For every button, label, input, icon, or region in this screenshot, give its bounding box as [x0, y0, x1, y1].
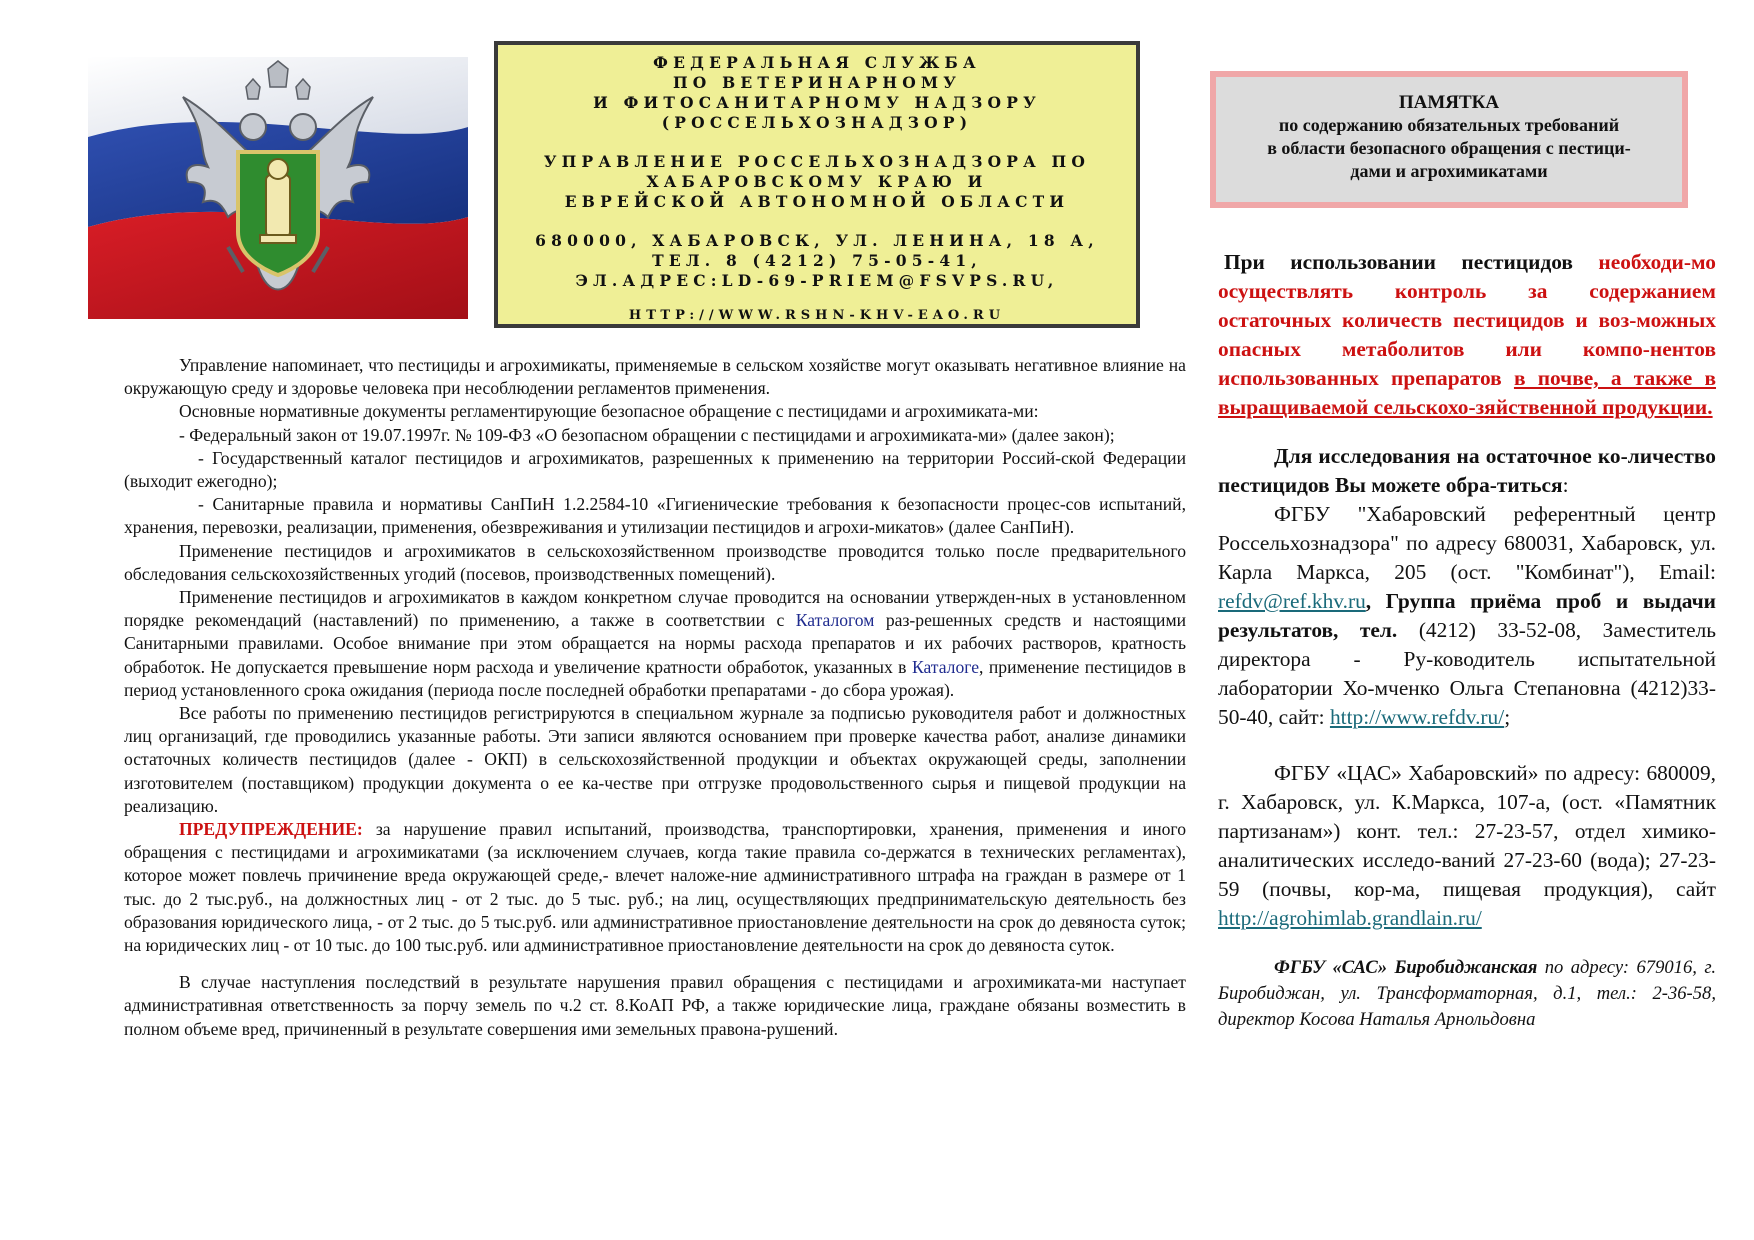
department-line: УПРАВЛЕНИЕ РОССЕЛЬХОЗНАДЗОРА ПО: [543, 152, 1091, 171]
text-span: по адресу: 679016, г. Биробиджан, ул. Трансформаторная, д.1, тел.: 2-36-58, директор Косова Наталья Арнольдовна: [1218, 957, 1716, 1030]
memo-subtitle-line: дами и агрохимикатами: [1350, 161, 1548, 181]
agency-name-line: ПО ВЕТЕРИНАРНОМУ: [672, 73, 962, 92]
warning-paragraph: [124, 818, 1186, 957]
website-link[interactable]: http://agrohimlab.grandlain.ru/: [1218, 906, 1482, 930]
agency-name-line: И ФИТОСАНИТАРНОМУ НАДЗОРУ: [593, 93, 1041, 112]
paragraph: Основные нормативные документы регламентирующие безопасное обращение с пестицидами и агрохимиката-ми:: [179, 401, 1039, 422]
paragraph: Применение пестицидов и агрохимикатов в сельскохозяйственном производстве проводится только после предварительного обследования сельскохозяйственных угодий (посевов, производственных помещений).: [124, 540, 1186, 584]
department-line: ЕВРЕЙСКОЙ АВТОНОМНОЙ ОБЛАСТИ: [564, 192, 1070, 211]
memo-title: ПАМЯТКА: [1398, 92, 1500, 113]
memo-box: [1210, 71, 1688, 208]
agency-name-line: (РОССЕЛЬХОЗНАДЗОР): [661, 113, 973, 132]
research-lead: [1218, 442, 1716, 500]
text-span: Для исследования на остаточное ко-личество пестицидов Вы можете обра-титься: [1218, 444, 1716, 497]
catalog-link[interactable]: Каталоге: [911, 656, 980, 677]
text-span: (4212) 33-52-08, Заместитель директора - Ру-ководитель испытательной лаборатории Хо-мченко Ольга Степановна (4212)33-50-40, сайт:: [1218, 618, 1717, 729]
email-link[interactable]: refdv@ref.khv.ru: [1218, 589, 1366, 613]
email-line: ЭЛ.АДРЕС:LD-69-PRIEM@FSVPS.RU,: [575, 271, 1059, 290]
text-span: При использовании пестицидов: [1224, 250, 1573, 274]
organization-khv-reference: [1218, 500, 1716, 732]
text-span: , применение пестицидов в период установленного срока ожидания (периода после последней обработки препаратами - до сбора урожая).: [124, 656, 1186, 700]
paragraph: Все работы по применению пестицидов регистрируются в специальном журнале за подписью руководителя работ и должностных лиц организаций, где проводились указанные работы. Эти записи являются основанием при проверке качества работ, анализе динамики остаточных количеств пестицидов (далее - ОКП) в сельскохозяйственной продукции и объектах окружающей среды, заполнении изготовителем (поставщиком) продукции документа о ее ка-честве при отгрузке продовольственного сырья и пищевой продукции на реализацию.: [124, 703, 1186, 816]
organization-cas-khv: [1218, 759, 1716, 933]
paragraph: Управление напоминает, что пестициды и агрохимикаты, применяемые в сельском хозяйстве могут оказывать негативное влияние на окружающую среду и здоровье человека при несоблюдении регламентов применения.: [124, 355, 1186, 399]
agency-emblem: [88, 57, 468, 319]
website-link[interactable]: http://www.refdv.ru/: [1329, 705, 1505, 729]
agency-header-box: [494, 41, 1140, 328]
text-span: раз-решенных средств и настоящими Санитарными правилами. Особое внимание при этом обращается на нормы расхода препаратов и их рабочих растворов, кратность обработок. Не допускается превышение норм расхода и увеличение кратности обработок, указанных в: [124, 610, 1186, 677]
emblem-graphic: [88, 57, 468, 319]
text-span: за нарушение правил испытаний, производства, транспортировки, хранения, применения и иного обращения с пестицидами и агрохимикатами (за исключением случаев, когда такие правила со-держатся в технических регламентах), которое может повлечь причинение вреда окружающей среде,- влечет наложе-ние административного штрафа на граждан в размере от 1 тыс. до 2 тыс.руб., на должностных лиц - от 2 тыс. до 5 тыс. руб.; на лиц, осуществляющих предпринимательскую деятельность без образования юридического лица, - от 2 тыс. до 5 тыс.руб. или административное приостановление деятельности на срок до девяноста суток; на юридических лиц - от 10 тыс. до 100 тыс.руб. или административное приостановление деятельности на срок до девяноста суток.: [124, 819, 1186, 956]
text-span: ФГБУ «ЦАС» Хабаровский» по адресу: 680009, г. Хабаровск, ул. К.Маркса, 107-а, (ост. «Памятник партизанам») конт. тел.: 27-23-57, отдел химико-аналитических исследо-ваний 27-23-60 (вода); 27-23-59 (почвы, кор-ма, пищевая продукция), сайт: [1218, 761, 1716, 901]
text-span: , Группа приёма проб и выдачи результатов, тел.: [1218, 589, 1716, 642]
law-item: - Федеральный закон от 19.07.1997г. № 109-ФЗ «О безопасном обращении с пестицидами и агрохимиката-ми» (далее закон);: [179, 424, 1115, 445]
text-span: :: [1562, 473, 1569, 497]
catalog-link[interactable]: Каталогом: [795, 610, 875, 631]
paragraph: В случае наступления последствий в результате нарушения правил обращения с пестицидами и агрохимиката-ми наступает административная ответственность за порчу земель по ч.2 ст. 8.КоАП РФ, а также юридические лица, граждане обязаны возместить в полном объеме вред, причиненный в результате совершения ими земельных правона-рушений.: [124, 972, 1186, 1039]
memo-subtitle-line: по содержанию обязательных требований: [1278, 115, 1620, 135]
text-span: необходи-мо осуществлять контроль за содержанием остаточных количеств пестицидов и воз-можных опасных метаболитов или компо-нентов использованных препаратов: [1218, 250, 1716, 390]
phone-line: ТЕЛ. 8 (4212) 75-05-41,: [652, 251, 982, 270]
important-notice: [1218, 248, 1716, 422]
main-text-column: [124, 354, 1186, 1041]
warning-label: ПРЕДУПРЕЖДЕНИЕ:: [179, 819, 363, 840]
contact-column: [1218, 248, 1716, 1033]
catalog-item: - Государственный каталог пестицидов и агрохимикатов, разрешенных к применению на территории Россий-ской Федерации (выходит ежегодно);: [124, 447, 1186, 492]
address-line: 680000, ХАБАРОВСК, УЛ. ЛЕНИНА, 18 А,: [535, 231, 1099, 250]
sanpin-item: - Санитарные правила и нормативы СанПиН 1.2.2584-10 «Гигиенические требования к безопасности процес-сов испытаний, хранения, перевозки, реализации, применения, обезвреживания и утилизации пестицидов и агрохи-микатов» (далее СанПиН).: [124, 494, 1186, 538]
website-line: HTTP://WWW.RSHN-KHV-EAO.RU: [628, 308, 1006, 323]
text-span: Применение пестицидов и агрохимикатов в каждом конкретном случае проводится на основании утвержден-ных в установленном порядке рекомендаций (наставлений) по применению, а также в соответствии с: [124, 587, 1186, 631]
memo-subtitle-line: в области безопасного обращения с пестици-: [1267, 138, 1631, 158]
text-span: ФГБУ "Хабаровский референтный центр Россельхознадзора" по адресу 680031, Хабаровск, ул. Карла Маркса, 205 (ост. "Комбинат"), Email:: [1218, 502, 1716, 584]
text-span: ;: [1504, 705, 1511, 729]
text-span: ФГБУ «САС» Биробиджанская: [1274, 957, 1538, 978]
department-line: ХАБАРОВСКОМУ КРАЮ И: [646, 172, 988, 191]
paragraph: [124, 586, 1186, 702]
agency-name-line: ФЕДЕРАЛЬНАЯ СЛУЖБА: [653, 53, 981, 72]
organization-sas-birobidzhan: [1218, 955, 1716, 1033]
text-span: в почве, а также в выращиваемой сельскохо-зяйственной продукции.: [1218, 366, 1717, 419]
memo-inner: [1216, 77, 1682, 202]
